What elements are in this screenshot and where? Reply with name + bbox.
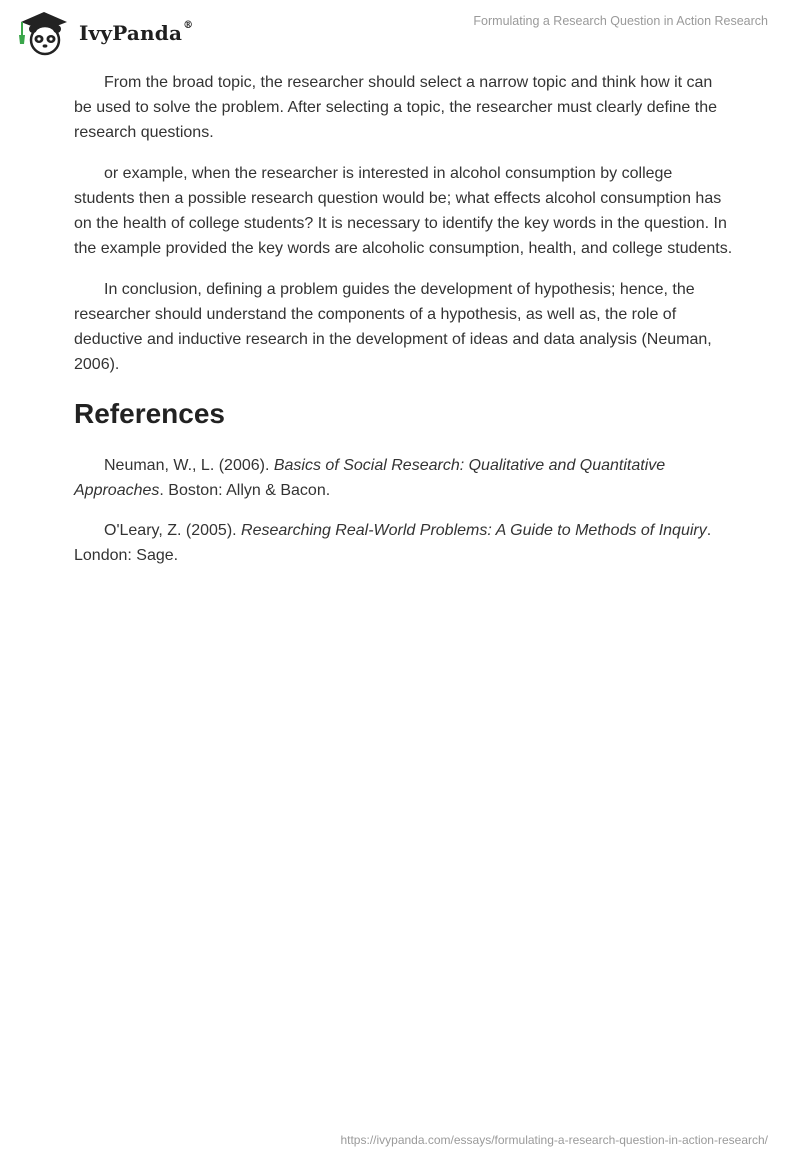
essay-body — [74, 70, 734, 583]
reference-publisher: . London: Sage. — [74, 522, 712, 564]
registered-mark: ® — [183, 20, 194, 32]
reference-title: Researching Real-World Problems: A Guide to Methods of Inquiry — [241, 522, 707, 539]
reference-entry — [74, 453, 734, 503]
reference-author-year: O'Leary, Z. (2005). — [104, 522, 242, 539]
body-paragraph: or example, when the researcher is interested in alcohol consumption by college students then a possible research question would be; what effects alcohol consumption has on the health of college students? It is necessary to identify the key words in the question. In the example provided the key words are alcoholic consumption, health, and college students. — [74, 165, 733, 257]
reference-author-year: Neuman, W., L. (2006). — [104, 457, 274, 474]
document-title: Formulating a Research Question in Action Research — [473, 14, 768, 28]
body-paragraph: From the broad topic, the researcher should select a narrow topic and think how it can be used to solve the problem. After selecting a topic, the researcher must clearly define the research questions. — [74, 74, 718, 141]
references-heading: References — [74, 398, 225, 429]
reference-title: Basics of Social Research: Qualitative and Quantitative Approaches — [74, 457, 666, 499]
body-paragraph: In conclusion, defining a problem guides the development of hypothesis; hence, the researcher should understand the components of a hypothesis, as well as, the role of deductive and inductive research in the development of ideas and data analysis (Neuman, 2006). — [74, 281, 712, 373]
reference-entry — [74, 518, 734, 568]
source-url[interactable]: https://ivypanda.com/essays/formulating-a-research-question-in-action-research/ — [340, 1133, 768, 1147]
brand-name: IvyPanda® — [79, 20, 194, 45]
panda-graduate-icon — [15, 8, 73, 56]
reference-publisher: . Boston: Allyn & Bacon. — [159, 482, 331, 499]
brand-logo[interactable] — [15, 8, 193, 56]
page-header — [0, 0, 800, 62]
